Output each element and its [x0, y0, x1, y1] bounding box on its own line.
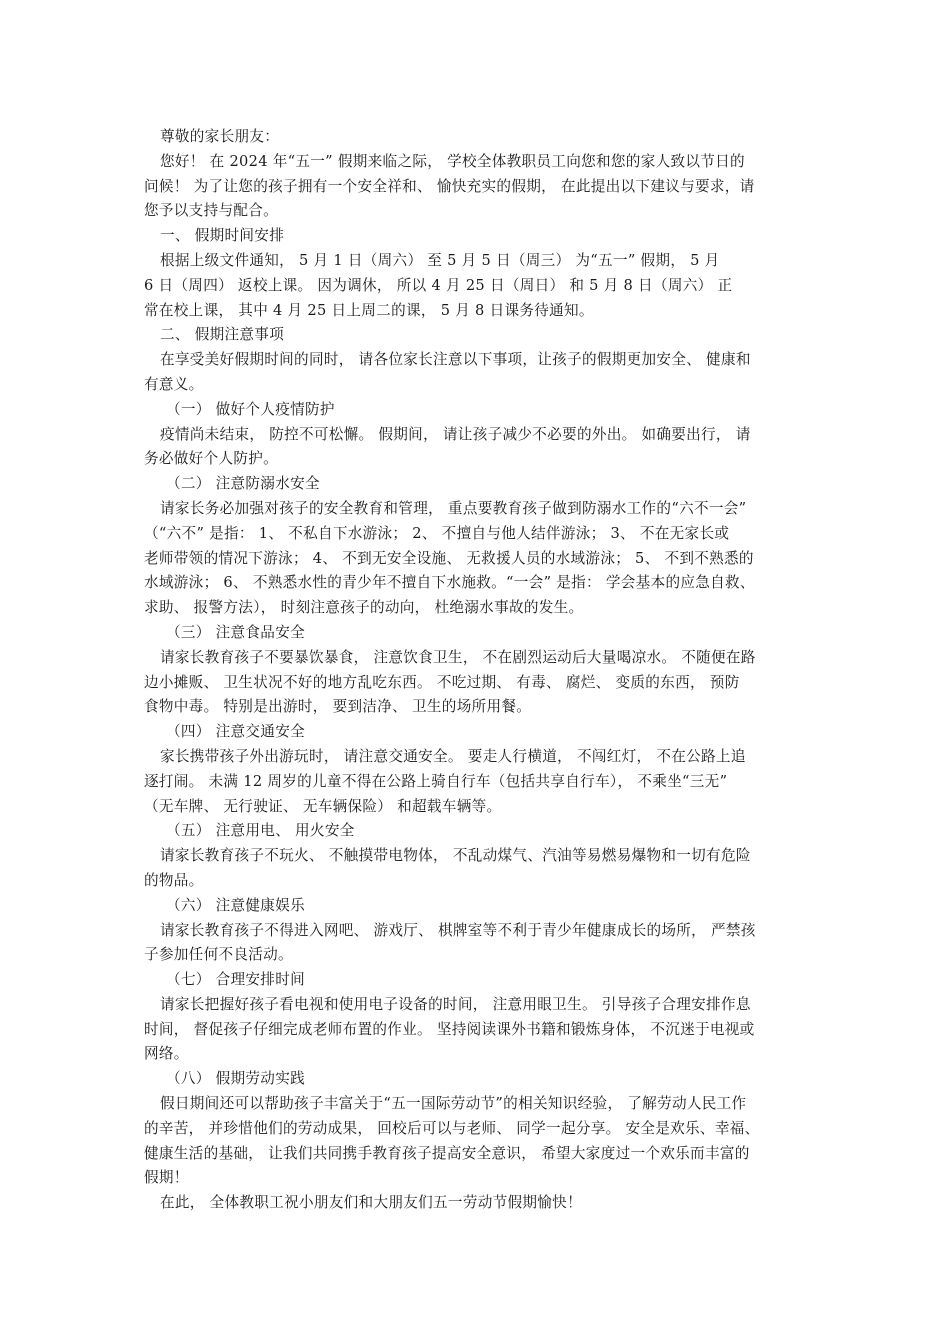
text-line: 健康生活的基础， 让我们共同携手教育孩子提高安全意识， 希望大家度过一个欢乐而丰富的 [144, 1144, 750, 1162]
text-line: （四） 注意交通安全 [166, 723, 305, 741]
text-line: 逐打闹。 未满 12 周岁的儿童不得在公路上骑自行车（包括共享自行车）， 不乘坐“三无” [144, 772, 728, 790]
text-line: 请家长教育孩子不得进入网吧、 游戏厅、 棋牌室等不利于青少年健康成长的场所， 严禁孩 [160, 921, 756, 939]
text-line: 务必做好个人防护。 [144, 450, 279, 468]
text-line: （八） 假期劳动实践 [166, 1070, 305, 1088]
text-line: （无车牌、 无行驶证、 无车辆保险） 和超载车辆等。 [144, 797, 502, 815]
text-line: 请家长把握好孩子看电视和使用电子设备的时间， 注意用眼卫生。 引导孩子合理安排作息 [160, 995, 751, 1013]
text-line: 网络。 [144, 1045, 189, 1063]
text-line: 问候！ 为了让您的孩子拥有一个安全祥和、 愉快充实的假期， 在此提出以下建议与要求，请 [144, 177, 755, 195]
text-line: 的辛苦， 并珍惜他们的劳动成果， 回校后可以与老师、 同学一起分享。 安全是欢乐、幸福、 [144, 1119, 760, 1137]
text-line: （二） 注意防溺水安全 [166, 475, 320, 493]
text-line: 尊敬的家长朋友： [160, 128, 280, 145]
letter-body [144, 125, 812, 1216]
text-line: 二、 假期注意事项 [160, 326, 285, 344]
text-line: 您好！ 在 2024 年“五一” 假期来临之际， 学校全体教职员工向您和您的家人致以节日的 [160, 152, 745, 170]
text-line: 疫情尚未结束， 防控不可松懈。 假期间， 请让孩子减少不必要的外出。 如确要出行， 请 [160, 425, 751, 443]
text-line: （三） 注意食品安全 [166, 623, 305, 641]
text-line: （六） 注意健康娱乐 [166, 896, 305, 914]
text-line: 假日期间还可以帮助孩子丰富关于“五一国际劳动节”的相关知识经验， 了解劳动人民工作 [160, 1095, 747, 1113]
text-line: 在享受美好假期时间的同时， 请各位家长注意以下事项，让孩子的假期更加安全、 健康和 [160, 351, 751, 369]
text-line: 食物中毒。 特别是出游时， 要到洁净、 卫生的场所用餐。 [144, 698, 532, 716]
text-line: 子参加任何不良活动。 [144, 946, 293, 964]
text-line: 6 日（周四） 返校上课。 因为调休， 所以 4 月 25 日（周日） 和 5 月 8 日（周六） 正 [144, 276, 733, 294]
text-line: 老师带领的情况下游泳； 4、 不到无安全设施、 无救援人员的水域游泳； 5、 不到不熟悉的 [144, 549, 754, 567]
text-line: 的物品。 [144, 871, 204, 889]
text-line: 常在校上课， 其中 4 月 25 日上周二的课， 5 月 8 日课务待通知。 [144, 301, 594, 319]
text-line: 时间， 督促孩子仔细完成老师布置的作业。 坚持阅读课外书籍和锻炼身体， 不沉迷于电视或 [144, 1020, 755, 1038]
text-line: 边小摊贩、 卫生状况不好的地方乱吃东西。 不吃过期、 有毒、 腐烂、 变质的东西， 预防 [144, 673, 740, 691]
text-line: 根据上级文件通知， 5 月 1 日（周六） 至 5 月 5 日（周三） 为“五一” 假期， 5 月 [160, 251, 720, 269]
text-line: 一、 假期时间安排 [160, 227, 285, 245]
text-line: （七） 合理安排时间 [166, 971, 305, 989]
text-line: 请家长务必加强对孩子的安全教育和管理， 重点要教育孩子做到防溺水工作的“六不一会” [160, 499, 747, 517]
text-line: 您予以支持与配合。 [144, 202, 279, 220]
text-line: 水域游泳； 6、 不熟悉水性的青少年不擅自下水施救。“一会” 是指： 学会基本的应急自救、 [144, 574, 755, 592]
text-line: 有意义。 [144, 375, 204, 393]
text-line: 家长携带孩子外出游玩时， 请注意交通安全。 要走人行横道， 不闯红灯， 不在公路上追 [160, 747, 746, 765]
text-line: 求助、 报警方法）， 时刻注意孩子的动向， 杜绝溺水事故的发生。 [144, 599, 584, 617]
text-line: 请家长教育孩子不玩火、 不触摸带电物体， 不乱动煤气、汽油等易燃易爆物和一切有危险 [160, 847, 751, 865]
text-line: （一） 做好个人疫情防护 [166, 400, 335, 418]
text-line: 假期！ [144, 1169, 189, 1187]
text-line: 请家长教育孩子不要暴饮暴食， 注意饮食卫生， 不在剧烈运动后大量喝凉水。 不随便在路 [160, 648, 756, 666]
text-line: （“六不” 是指： 1、 不私自下水游泳； 2、 不擅自与他人结伴游泳； 3、 不在无家长或 [144, 524, 730, 542]
text-line: 在此， 全体教职工祝小朋友们和大朋友们五一劳动节假期愉快！ [160, 1194, 582, 1212]
text-line: （五） 注意用电、 用火安全 [166, 822, 355, 840]
